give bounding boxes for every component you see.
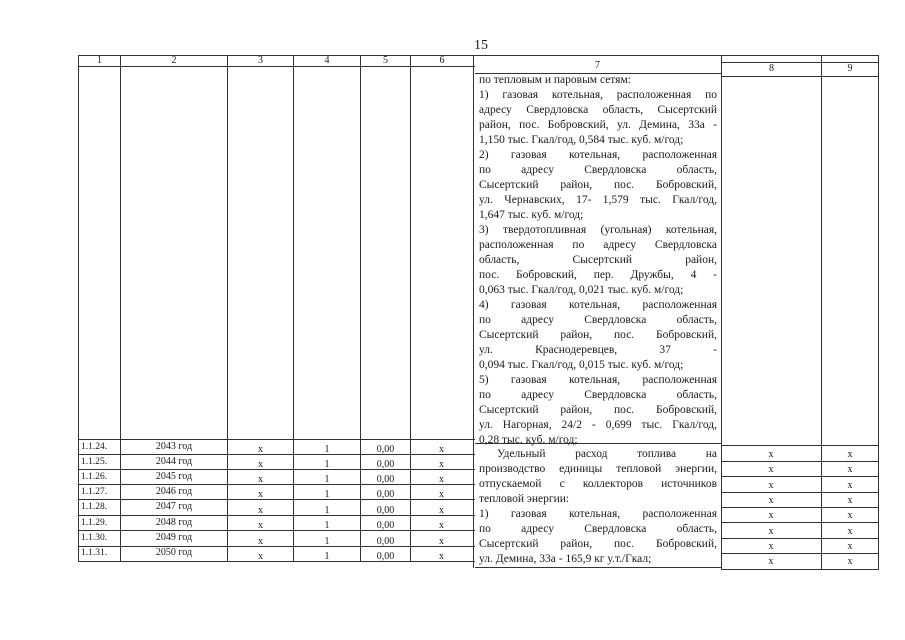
text-line: ул. Демина, 33а - 165,9 кг у.т./Гкал; (479, 553, 652, 565)
row-col-4: 1 (324, 474, 330, 485)
text-line: область, Сысертский район, (479, 254, 717, 266)
row-col-6: х (439, 551, 444, 562)
row-col-4: 1 (324, 536, 330, 547)
row-col-3: х (258, 505, 263, 516)
text-line: Удельный расход топлива на (497, 448, 717, 460)
header-col-3: 3 (258, 55, 263, 66)
row-col-8: х (768, 449, 774, 460)
row-col-3: х (258, 489, 263, 500)
row-col-5: 0,00 (376, 520, 395, 531)
row-col-4: 1 (324, 551, 330, 562)
row-number: 1.1.26. (81, 472, 108, 482)
row-number: 1.1.27. (81, 487, 108, 497)
row-col-8: х (768, 556, 774, 567)
text-line: по адресу Свердловска область, (479, 164, 717, 176)
row-col-6: х (439, 444, 444, 455)
row-year: 2050 год (155, 547, 193, 558)
row-col-9: х (847, 495, 853, 506)
row-col-4: 1 (324, 444, 330, 455)
row-col-6: х (439, 505, 444, 516)
row-number: 1.1.25. (81, 457, 108, 467)
row-year: 2047 год (155, 501, 193, 512)
row-col-9: х (847, 556, 853, 567)
row-col-6: х (439, 520, 444, 531)
row-col-3: х (258, 474, 263, 485)
row-col-3: х (258, 536, 263, 547)
text-line: 1) газовая котельная, расположенная по (479, 89, 717, 101)
text-line: пос. Бобровский, пер. Дружбы, 4 - (479, 269, 717, 281)
text-line: 1,647 тыс. куб. м/год; (479, 209, 584, 221)
header-col-1: 1 (97, 55, 102, 66)
text-line: тепловой энергии: (479, 493, 570, 505)
row-col-5: 0,00 (376, 474, 395, 485)
row-col-4: 1 (324, 505, 330, 516)
row-col-6: х (439, 459, 444, 470)
header-col-4: 4 (324, 55, 330, 66)
row-col-4: 1 (324, 489, 330, 500)
row-number: 1.1.31. (81, 548, 108, 558)
row-col-3: х (258, 520, 263, 531)
text-line: по адресу Свердловска область, (479, 523, 717, 535)
row-col-9: х (847, 541, 853, 552)
row-col-8: х (768, 541, 774, 552)
text-line: ул. Чернавских, 17- 1,579 тыс. Гкал/год, (479, 194, 717, 206)
header-col-7: 7 (595, 60, 600, 71)
text-line: Сысертский район, пос. Бобровский, (479, 179, 717, 191)
row-year: 2043 год (155, 441, 193, 452)
row-col-5: 0,00 (376, 444, 395, 455)
row-col-4: 1 (324, 520, 330, 531)
text-line: отпускаемой с коллекторов источников (479, 478, 717, 490)
text-line: 0,094 тыс. Гкал/год, 0,015 тыс. куб. м/год; (479, 359, 684, 371)
row-col-8: х (768, 526, 774, 537)
text-line: 2) газовая котельная, расположенная (479, 149, 717, 161)
text-line: 5) газовая котельная, расположенная (479, 374, 717, 386)
row-year: 2045 год (155, 471, 193, 482)
page-number: 15 (474, 38, 488, 53)
row-col-5: 0,00 (376, 551, 395, 562)
text-line: 3) твердотопливная (угольная) котельная, (479, 224, 717, 236)
row-col-5: 0,00 (376, 505, 395, 516)
row-col-5: 0,00 (376, 459, 395, 470)
text-line: Сысертский район, пос. Бобровский, (479, 329, 717, 341)
text-line: по адресу Свердловска область, (479, 389, 717, 401)
text-line: Сысертский район, пос. Бобровский, (479, 404, 717, 416)
indicator-description (479, 447, 717, 567)
header-col-6: 6 (439, 55, 445, 66)
text-line: 4) газовая котельная, расположенная (479, 299, 717, 311)
row-number: 1.1.29. (81, 518, 108, 528)
text-line: 0,063 тыс. Гкал/год, 0,021 тыс. куб. м/год; (479, 284, 684, 296)
row-col-3: х (258, 444, 263, 455)
row-col-5: 0,00 (376, 536, 395, 547)
header-col-8: 8 (769, 63, 774, 74)
text-line: адресу Свердловска область, Сысертский (479, 104, 717, 116)
row-col-6: х (439, 489, 444, 500)
row-col-3: х (258, 459, 263, 470)
text-line: район, пос. Бобровский, ул. Демина, 33а - (479, 119, 717, 131)
row-col-4: 1 (324, 459, 330, 470)
row-col-8: х (768, 480, 774, 491)
row-col-8: х (768, 464, 774, 475)
row-col-9: х (847, 510, 853, 521)
row-number: 1.1.30. (81, 533, 108, 543)
header-col-5: 5 (383, 55, 388, 66)
text-line: по тепловым и паровым сетям: (479, 74, 631, 86)
row-col-9: х (847, 526, 853, 537)
text-line: ул. Нагорная, 24/2 - 0,699 тыс. Гкал/год, (479, 419, 717, 431)
row-col-9: х (847, 449, 853, 460)
text-line: производство единицы тепловой энергии, (479, 463, 717, 475)
row-year: 2049 год (155, 532, 193, 543)
row-year: 2046 год (155, 486, 193, 497)
row-col-9: х (847, 480, 853, 491)
row-col-8: х (768, 510, 774, 521)
text-line: Сысертский район, пос. Бобровский, (479, 538, 717, 550)
text-line: 1,150 тыс. Гкал/год, 0,584 тыс. куб. м/год; (479, 134, 684, 146)
row-col-3: х (258, 551, 263, 562)
text-line: по адресу Свердловска область, (479, 314, 717, 326)
text-line: расположенная по адресу Свердловска (479, 239, 717, 251)
text-line: 0,28 тыс. куб. м/год; (479, 434, 578, 446)
header-col-9: 9 (847, 63, 853, 74)
text-line: 1) газовая котельная, расположенная (479, 508, 717, 520)
row-col-5: 0,00 (376, 489, 395, 500)
row-col-9: х (847, 464, 853, 475)
row-number: 1.1.24. (81, 442, 108, 452)
row-col-6: х (439, 474, 444, 485)
header-col-2: 2 (171, 55, 177, 66)
row-col-8: х (768, 495, 774, 506)
row-col-6: х (439, 536, 444, 547)
text-line: ул. Краснодеревцев, 37 - (479, 344, 717, 356)
row-year: 2048 год (155, 517, 193, 528)
row-number: 1.1.28. (81, 502, 108, 512)
row-year: 2044 год (155, 456, 193, 467)
continuation-description (479, 73, 717, 448)
